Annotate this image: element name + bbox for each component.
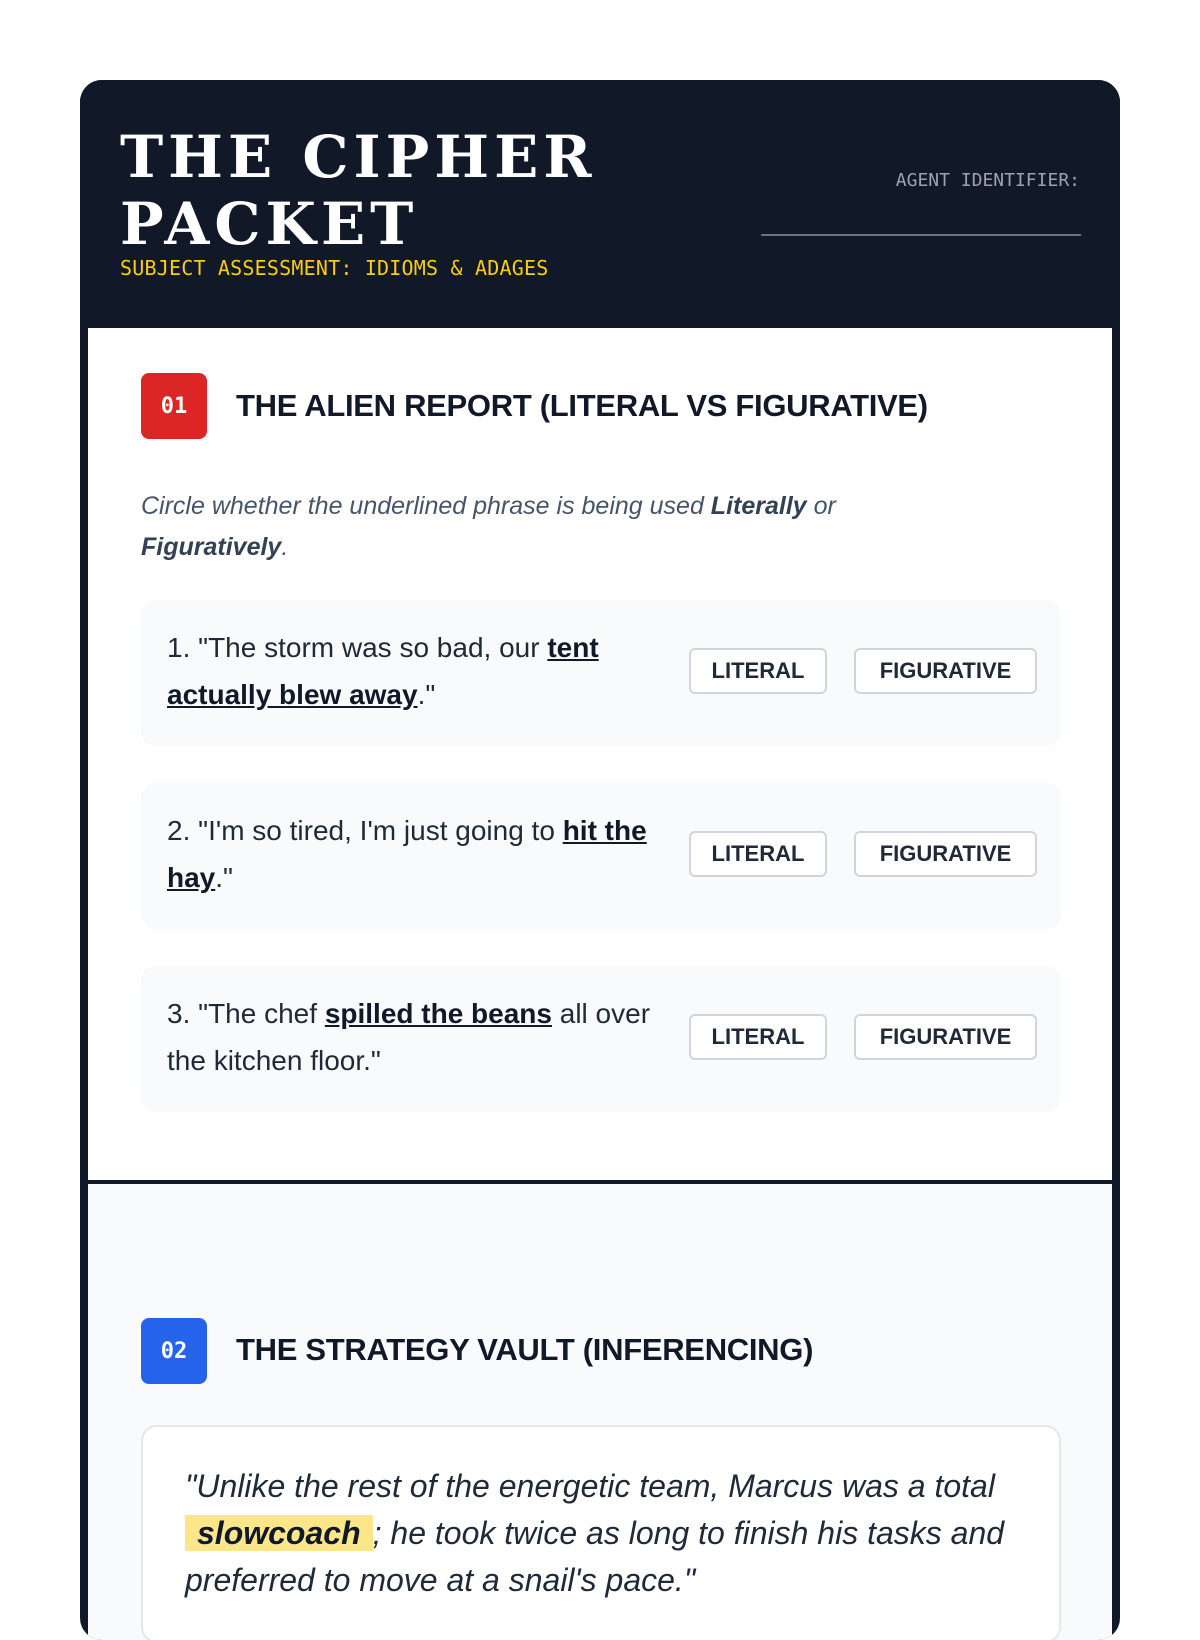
question-text	[167, 624, 667, 718]
packet-header	[80, 80, 1120, 328]
instructions	[141, 486, 961, 568]
question-text-after: all over the kitchen floor."	[167, 998, 651, 1076]
passage-after: ; he took twice as long to finish his tasks and preferred to move at a snail's pace."	[185, 1515, 1005, 1598]
instructions-pre: Circle whether the underlined phrase is being used	[141, 492, 711, 520]
cipher-packet-card	[80, 80, 1120, 1640]
question-text-before: 2. "I'm so tired, I'm just going to	[167, 815, 563, 846]
figurative-option[interactable]: FIGURATIVE	[854, 831, 1037, 877]
section-title: THE ALIEN REPORT (LITERAL VS FIGURATIVE)	[236, 388, 928, 423]
section-title: THE STRATEGY VAULT (INFERENCING)	[236, 1332, 814, 1367]
question-text-after: ."	[417, 679, 436, 710]
section-number-badge: 01	[141, 373, 207, 439]
underlined-phrase: tent actually blew away	[167, 632, 599, 710]
instructions-post: .	[281, 533, 289, 561]
instructions-figurative: Figuratively	[141, 533, 282, 561]
title-line-2: PACKET	[120, 190, 419, 258]
instructions-literal: Literally	[710, 492, 807, 520]
title-line-1: THE CIPHER	[120, 123, 597, 191]
underlined-phrase: spilled the beans	[324, 998, 552, 1029]
section-number-badge: 02	[141, 1318, 207, 1384]
section-alien-report	[88, 328, 1112, 1180]
highlighted-idiom: slowcoach	[185, 1515, 373, 1551]
instructions-mid: or	[806, 492, 836, 520]
passage-text	[185, 1463, 1025, 1604]
section-strategy-vault	[88, 1184, 1112, 1640]
agent-identifier-label: AGENT IDENTIFIER:	[895, 170, 1080, 191]
question-card	[141, 966, 1061, 1112]
passage-box	[141, 1425, 1061, 1640]
question-text-before: 1. "The storm was so bad, our	[167, 632, 548, 663]
page-title	[120, 124, 596, 258]
question-card	[141, 600, 1061, 746]
question-text-before: 3. "The chef	[167, 998, 325, 1029]
passage-before: "Unlike the rest of the energetic team, Marcus was a total	[185, 1468, 995, 1504]
subject-subtitle: SUBJECT ASSESSMENT: IDIOMS & ADAGES	[120, 256, 549, 280]
figurative-option[interactable]: FIGURATIVE	[854, 648, 1037, 694]
underlined-phrase: hit the hay	[167, 815, 647, 893]
figurative-option[interactable]: FIGURATIVE	[854, 1014, 1037, 1060]
agent-identifier-field[interactable]	[761, 234, 1081, 236]
question-text	[167, 807, 667, 901]
literal-option[interactable]: LITERAL	[689, 648, 827, 694]
question-card	[141, 783, 1061, 929]
literal-option[interactable]: LITERAL	[689, 831, 827, 877]
question-text-after: ."	[215, 862, 233, 893]
question-text	[167, 990, 667, 1084]
literal-option[interactable]: LITERAL	[689, 1014, 827, 1060]
